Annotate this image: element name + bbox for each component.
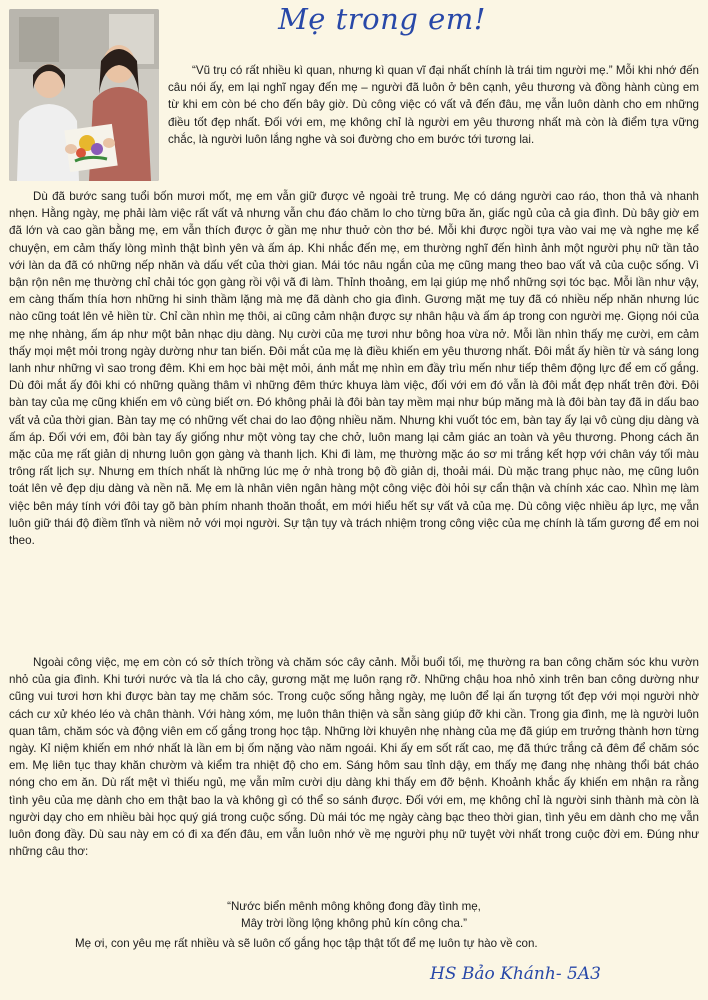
essay-title: Mẹ trong em! — [278, 2, 486, 36]
closing-line: Mẹ ơi, con yêu mẹ rất nhiều và sẽ luôn cố gắng học tập thật tốt để mẹ luôn tự hào về con. — [75, 937, 538, 950]
poem-line-2: Mây trời lồng lộng không phủ kín công cha.” — [240, 917, 468, 930]
poem-line-1: “Nước biển mênh mông không đong đầy tình mẹ, — [227, 900, 481, 913]
author-signature: HS Bảo Khánh- 5A3 — [430, 964, 601, 984]
body-paragraph-2: Ngoài công việc, mẹ em còn có sở thích trồng và chăm sóc cây cảnh. Mỗi buổi tối, mẹ thường ra ban công chăm sóc khu vườn nhỏ của gia đình. Khi tưới nước và tỉa lá cho cây, gương mặt mẹ luôn rạng rỡ. Những chậu hoa nhỏ xinh trên ban công dường như cũng vui tươi hơn khi được bàn tay mẹ chăm sóc. Trong cuộc sống hằng ngày, mẹ luôn để lại ấn tượng tốt đẹp với mọi người nhờ cách cư xử khéo léo và chân thành. Với hàng xóm, mẹ luôn thân thiện và sẵn sàng giúp đỡ khi cần. Trong gia đình, mẹ là người luôn quan tâm, chăm sóc và động viên em cố gắng trong học tập. Những lời khuyên nhẹ nhàng của mẹ đã giúp em trưởng thành hơn từng ngày. Kỉ niệm khiến em nhớ nhất là lần em bị ốm nặng vào năm ngoái. Khi ấy em sốt rất cao, mẹ đã thức trắng cả đêm để chăm sóc em. Mẹ liên tục thay khăn chườm và kiểm tra nhiệt độ cho em. Sáng hôm sau tỉnh dậy, em thấy mẹ đang nhẹ nhàng thổi bát cháo nóng cho em ăn. Dù rất mệt vì thiếu ngủ, mẹ vẫn mỉm cười dịu dàng khi thấy em đỡ bệnh. Khoảnh khắc ấy khiến em nhận ra rằng tình yêu của mẹ dành cho em thật bao la và không gì có thể so sánh được. Đối với em, mẹ không chỉ là người sinh thành mà còn là người dạy cho em nhiều bài học quý giá trong cuộc sống. Dù mái tóc mẹ ngày càng bạc theo thời gian, tình yêu em dành cho mẹ vẫn luôn đong đầy. Dù sau này em có đi xa đến đâu, em vẫn luôn nhớ về mẹ người phụ nữ tuyệt vời nhất trong cuộc đời em. Đúng như những câu thơ: — [9, 656, 699, 859]
body-paragraph-1: Dù đã bước sang tuổi bốn mươi mốt, mẹ em vẫn giữ được vẻ ngoài trẻ trung. Mẹ có dáng người cao ráo, thon thả và nhanh nhẹn. Hằng ngày, mẹ phải làm việc rất vất vả nhưng vẫn chu đáo chăm lo cho từng bữa ăn, giấc ngủ của cả gia đình. Dù bây giờ em đã lớn và cao gần bằng mẹ, em vẫn thích được ở gần mẹ như thuở còn thơ bé. Mỗi khi được ngồi tựa vào vai mẹ và nghe mẹ kể chuyện, em cảm thấy lòng mình thật bình yên và ấm áp. Khi nhắc đến mẹ, em thường nghĩ đến hình ảnh một người phụ nữ tần tảo với làn da đã có những nếp nhăn và dấu vết của thời gian. Mái tóc nâu ngắn của mẹ cũng mang theo bao vất vả của cuộc sống. Vì bận rộn nên mẹ thường chỉ chải tóc gọn gàng rồi vội vã đi làm. Thỉnh thoảng, em lại giúp mẹ nhổ những sợi tóc bạc. Mỗi lần như vậy, em càng thấm thía hơn những hi sinh thầm lặng mà mẹ đã dành cho gia đình. Gương mặt mẹ tuy đã có nhiều nếp nhăn nhưng lúc nào cũng toát lên vẻ hiền từ. Chỉ cần nhìn mẹ thôi, ai cũng cảm nhận được sự nhân hậu và ấm áp trong con người mẹ. Giọng nói của mẹ nhẹ nhàng, ấm áp như một bản nhạc dịu dàng. Nụ cười của mẹ tươi như bông hoa vừa nở. Mỗi lần nhìn thấy mẹ cười, em cảm thấy mọi mệt mỏi trong ngày dường như tan biến. Đôi mắt của mẹ là điều khiến em yêu thương nhất. Đôi mắt ấy hiền từ và sáng long lanh như những vì sao trong đêm. Khi em học bài mệt mỏi, ánh mắt mẹ nhìn em đầy trìu mến như tiếp thêm động lực để em cố gắng. Dù đôi mắt ấy đôi khi có những quầng thâm vì những đêm thức khuya làm việc, đối với em đó vẫn là đôi mắt đẹp nhất trên đời. Đôi bàn tay của mẹ cũng khiến em vô cùng biết ơn. Đó không phải là đôi bàn tay mềm mại như búp măng mà là đôi bàn tay đã in dấu bao vất vả của thời gian. Bàn tay mẹ có những vết chai do lao động nhiều năm. Nhưng khi vuốt tóc em, bàn tay ấy lại vô cùng dịu dàng và ấm áp. Đối với em, đôi bàn tay ấy giống như một vòng tay che chở, luôn mang lại cảm giác an toàn và yêu thương. Phong cách ăn mặc của mẹ rất giản dị nhưng luôn gọn gàng và thanh lịch. Khi đi làm, mẹ thường mặc áo sơ mi trắng kết hợp với chân váy tối màu trông rất lịch sự. Nhưng em thích nhất là những lúc mẹ ở nhà trong bộ đồ giản dị, thoải mái. Dù mặc trang phục nào, mẹ cũng luôn toát lên vẻ đẹp dịu dàng và nền nã. Mẹ em là nhân viên ngân hàng một công việc đòi hỏi sự cẩn thận và chính xác cao. Nhìn mẹ làm việc bên máy tính với đôi tay gõ bàn phím nhanh thoăn thoắt, em mới hiểu hết sự vất vả của mẹ. Dù công việc nhiều áp lực, mẹ vẫn luôn giữ thái độ điềm tĩnh và niềm nở với mọi người. Sự tận tụy và trách nhiệm trong công việc của mẹ chính là tấm gương để em noi theo. — [9, 190, 699, 548]
intro-paragraph: “Vũ trụ có rất nhiều kì quan, nhưng kì quan vĩ đại nhất chính là trái tim người mẹ.” Mỗi khi nhớ đến câu nói ấy, em lại nghĩ ngay đến mẹ – người đã luôn ở bên cạnh, yêu thương và đồng hành cùng em từ khi em còn bé cho đến bây giờ. Dù công việc có vất vả đến đâu, mẹ vẫn luôn dành cho em những điều tốt đẹp nhất. Đối với em, mẹ không chỉ là người em yêu thương nhất mà còn là điểm tựa vững chắc, là người luôn lắng nghe và soi đường cho em bước tới tương lai. — [168, 64, 699, 146]
photo-illustration — [9, 9, 159, 181]
mother-daughter-photo — [9, 9, 159, 181]
